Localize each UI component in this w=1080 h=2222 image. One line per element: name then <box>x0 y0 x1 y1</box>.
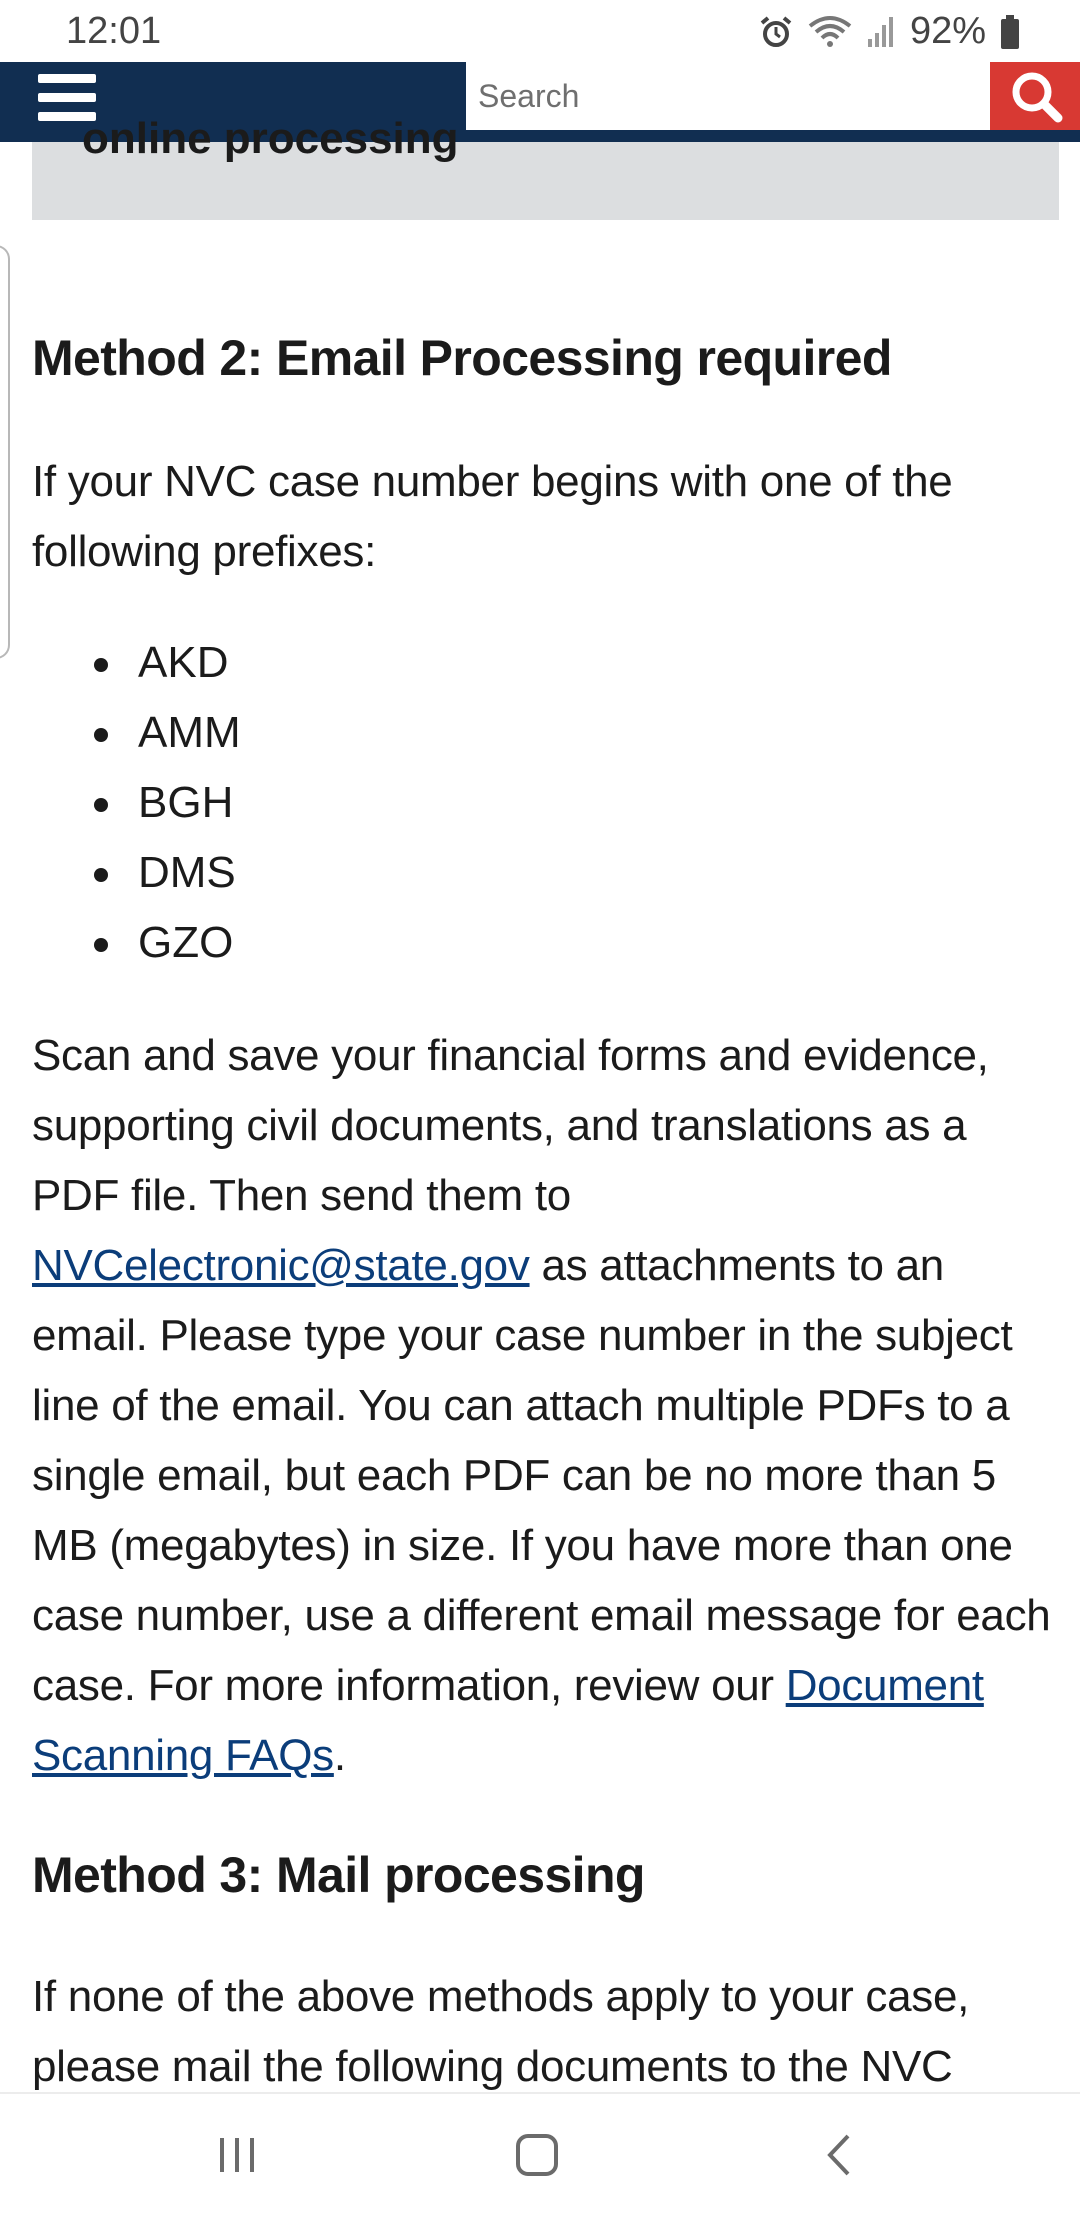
edge-panel-handle[interactable] <box>0 245 10 659</box>
method-3-heading: Method 3: Mail processing <box>32 1847 645 1903</box>
status-time: 12:01 <box>66 10 162 52</box>
list-item: AMM <box>68 698 241 768</box>
accordion-label: online processing <box>82 114 459 163</box>
method-2-body: Scan and save your financial forms and evidence, supporting civil documents, and translations as a PDF file. Then send them to NVCelectronic@state.gov as attachments to an email. Please type your case number in the subject line of the email. You can attach multiple PDFs to a single email, but each PDF can be no more than 5 MB (megabytes) in size. If you have more than one case number, use a different email message for each case. For more information, review our Document Scanning FAQs. <box>32 1031 1051 1780</box>
list-item: AKD <box>68 628 241 698</box>
method-2-intro: If your NVC case number begins with one of the following prefixes: <box>32 457 953 576</box>
list-item: GZO <box>68 908 241 978</box>
bullet-icon <box>94 658 108 672</box>
bullet-icon <box>94 868 108 882</box>
search-button[interactable] <box>990 62 1080 130</box>
status-icons <box>758 10 1020 53</box>
battery-icon <box>1000 15 1020 49</box>
method-3-intro: If none of the above methods apply to your case, please mail the following documents to the NVC <box>32 1972 970 2091</box>
wifi-icon <box>808 14 852 50</box>
scanning-faq-link[interactable]: Document Scanning FAQs <box>32 1661 984 1780</box>
bullet-icon <box>94 728 108 742</box>
magnifier-icon <box>990 62 1080 130</box>
battery-percent: 92% <box>909 10 986 52</box>
method-2-heading: Method 2: Email Processing required <box>32 330 892 386</box>
bullet-icon <box>94 938 108 952</box>
bullet-icon <box>94 798 108 812</box>
signal-icon <box>866 15 896 49</box>
alarm-icon <box>758 14 794 50</box>
list-item: DMS <box>68 838 241 908</box>
search-input[interactable] <box>466 62 990 130</box>
online-processing-accordion[interactable] <box>32 114 1059 220</box>
status-bar <box>0 0 1080 62</box>
back-icon[interactable] <box>814 2128 868 2182</box>
email-link[interactable]: NVCelectronic@state.gov <box>32 1241 530 1290</box>
list-item: BGH <box>68 768 241 838</box>
recent-apps-icon[interactable] <box>210 2128 264 2182</box>
system-nav-bar <box>0 2092 1080 2222</box>
home-icon[interactable] <box>510 2128 564 2182</box>
prefix-list <box>68 628 241 978</box>
